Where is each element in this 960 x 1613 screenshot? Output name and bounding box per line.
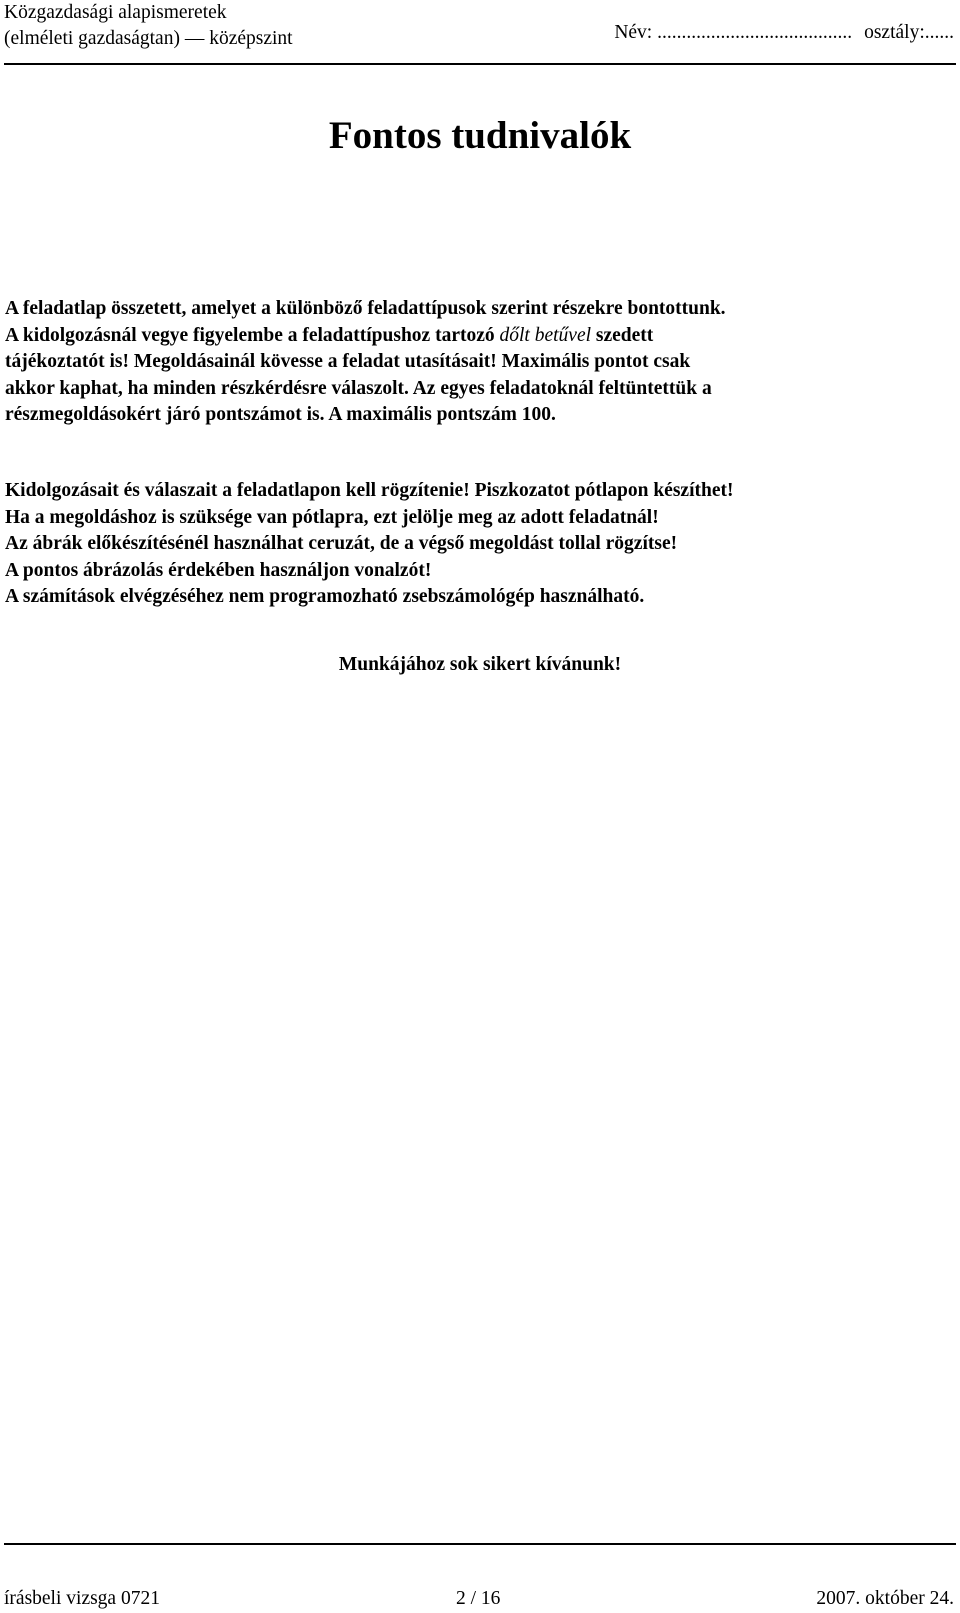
footer-page-number: 2 / 16 <box>456 1588 501 1609</box>
class-field[interactable]: osztály:...... <box>864 22 954 43</box>
footer <box>4 1586 954 1612</box>
header-subject <box>4 0 293 52</box>
instructions-line: A kidolgozásnál vegye figyelembe a feladattípushoz tartozó dőlt betűvel szedett <box>5 324 654 346</box>
page-title: Fontos tudnivalók <box>328 114 632 157</box>
footer-exam-code: írásbeli vizsga 0721 <box>4 1588 160 1609</box>
rule-item: A pontos ábrázolás érdekében használjon vonalzót! <box>5 559 432 581</box>
header-subject-line1: Közgazdasági alapismeretek <box>4 2 227 23</box>
instructions-line: A feladatlap összetett, amelyet a különböző feladattípusok szerint részekre bontottunk. <box>5 298 726 319</box>
header-divider <box>4 63 956 65</box>
instructions-line: tájékoztatót is! Megoldásainál kövesse a feladat utasításait! Maximális pontot csak <box>5 351 691 372</box>
italic-emphasis: dőlt betűvel <box>499 324 592 346</box>
header-student-fields <box>614 20 954 46</box>
instructions-paragraph <box>5 296 950 429</box>
instructions-line: akkor kaphat, ha minden részkérdésre válaszolt. Az egyes feladatoknál feltüntettük a <box>5 377 712 399</box>
name-field[interactable]: Név: ........................................ <box>614 22 853 43</box>
rule-item: Az ábrák előkészítésénél használhat ceruzát, de a végső megoldást tollal rögzítse! <box>5 533 678 554</box>
rules-list <box>5 478 950 611</box>
rule-item: Ha a megoldáshoz is szüksége van pótlapra, ezt jelölje meg az adott feladatnál! <box>5 506 659 528</box>
closing-wish: Munkájához sok sikert kívánunk! <box>338 654 622 675</box>
header-subject-line2: (elméleti gazdaságtan) — középszint <box>4 28 293 49</box>
instructions-line: részmegoldásokért járó pontszámot is. A maximális pontszám 100. <box>5 404 556 425</box>
footer-divider <box>4 1543 956 1545</box>
rule-item: Kidolgozásait és válaszait a feladatlapon kell rögzítenie! Piszkozatot pótlapon készíthet! <box>5 480 734 501</box>
footer-date: 2007. október 24. <box>816 1588 954 1609</box>
rule-item: A számítások elvégzéséhez nem programozható zsebszámológép használható. <box>5 586 645 607</box>
